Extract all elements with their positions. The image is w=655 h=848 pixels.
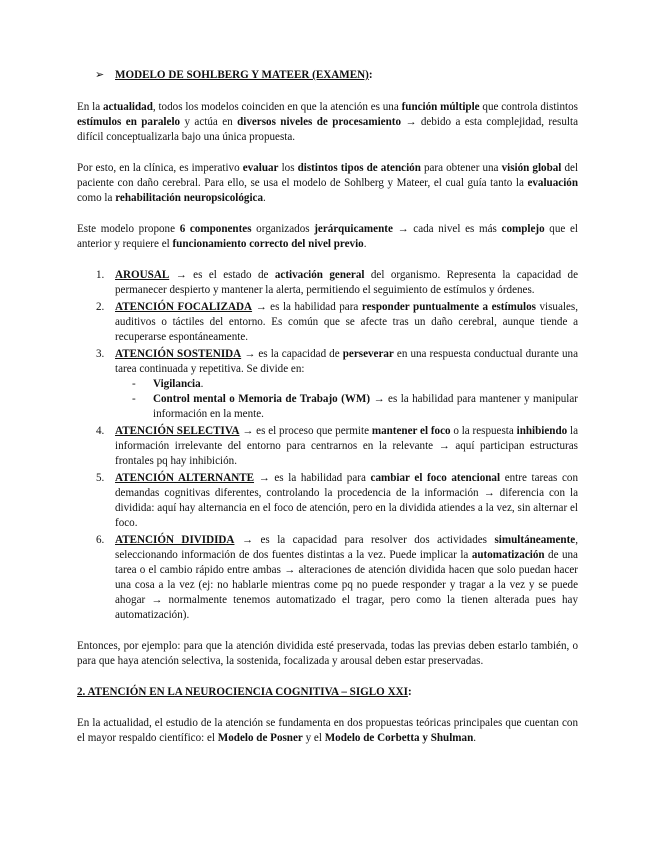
bold-term: funcionamiento correcto del nivel previo (172, 238, 364, 250)
text: . (200, 378, 204, 390)
text: . (263, 192, 266, 204)
bold-term: función múltiple (401, 101, 480, 113)
text: → es el estado de (169, 269, 275, 281)
text: → es la capacidad para resolver dos actividades (234, 534, 495, 546)
text: del paciente con daño cerebral. Para ello, se usa el modelo de Sohlberg y Mateer, el cual guía tanto la (77, 162, 579, 189)
list-number: 2. (96, 301, 105, 313)
component-name: ATENCIÓN ALTERNANTE (115, 472, 255, 484)
paragraph-conclusion: Entonces, por ejemplo: para que la atención dividida esté preservada, todas las previas deben estarlo también, o para que haya atención selectiva, la sostenida, focalizada y arousal deben estar preservadas. (77, 640, 578, 667)
bold-term: Modelo de Posner (217, 732, 303, 744)
bold-term: Modelo de Corbetta y Shulman (324, 732, 474, 744)
bold-term: perseverar (342, 348, 394, 360)
bold-term: diversos niveles de procesamiento (237, 116, 402, 128)
text: . (363, 238, 367, 250)
component-name: ATENCIÓN DIVIDIDA (115, 534, 235, 546)
bold-term: 6 componentes (179, 223, 252, 235)
component-name: AROUSAL (115, 269, 170, 281)
list-number: 3. (96, 348, 105, 360)
heading-colon: : (407, 686, 412, 698)
text: entre tareas con demandas cognitivas diferentes, controlando la procedencia de la información → diferencia con la dividida: aquí hay alternancia en el foco de atención, pero en la dividida atiendes a la vez, sin alternar el foco. (115, 472, 579, 529)
heading-colon: : (368, 69, 373, 81)
text: que controla distintos (479, 101, 578, 113)
text: en una respuesta conductual durante una tarea continuada y repetitiva. Se divide en: (115, 348, 578, 375)
sub-item-vigilancia (115, 377, 578, 392)
text: y el (302, 732, 325, 744)
list-item-focalizada (77, 300, 578, 345)
bold-term: visión global (501, 162, 562, 174)
text: los (278, 162, 298, 174)
sub-item-working-memory (115, 392, 578, 422)
bold-term: complejo (501, 223, 545, 235)
bold-term: distintos tipos de atención (297, 162, 421, 174)
bold-term: Control mental o Memoria de Trabajo (WM) (153, 393, 371, 405)
list-item-arousal (77, 268, 578, 298)
bold-term: activación general (274, 269, 365, 281)
component-name: ATENCIÓN SELECTIVA (115, 425, 240, 437)
bold-term: simultáneamente (494, 534, 576, 546)
section-heading-sohlberg (77, 68, 578, 83)
text: Este modelo propone (77, 223, 180, 235)
text: → es la habilidad para mantener y manipular información en la mente. (153, 393, 578, 420)
text: En la actualidad, el estudio de la atención se fundamenta en dos propuestas teóricas principales que cuentan con el mayor respaldo científico: el (77, 717, 578, 744)
bold-term: inhibiendo (516, 425, 568, 437)
paragraph-clinic (77, 161, 578, 206)
text: del organismo. Representa la capacidad de permanecer despierto y mantener la alerta, permitiendo el seguimiento de estímulos y órdenes. (115, 269, 578, 296)
bold-term: evaluar (242, 162, 279, 174)
paragraph-model (77, 222, 578, 252)
list-item-dividida (77, 533, 578, 623)
arrow-bullet-icon: ➢ (95, 69, 105, 81)
list-number: 5. (96, 472, 105, 484)
text: organizados (251, 223, 315, 235)
dash-bullet: - (132, 393, 136, 405)
text: En la (77, 101, 103, 113)
bold-term: mantener el foco (371, 425, 451, 437)
component-name: ATENCIÓN FOCALIZADA (115, 301, 253, 313)
list-item-sostenida (77, 347, 578, 422)
text: → cada nivel es más (392, 223, 502, 235)
bold-term: actualidad (102, 101, 153, 113)
list-number: 4. (96, 425, 105, 437)
bold-term: rehabilitación neuropsicológica (115, 192, 264, 204)
component-name: ATENCIÓN SOSTENIDA (115, 348, 242, 360)
paragraph-current-models (77, 716, 578, 746)
text: como la (77, 192, 116, 204)
components-list (77, 268, 578, 623)
text: y actúa en (180, 116, 238, 128)
list-item-alternante (77, 471, 578, 531)
bold-term: Vigilancia (153, 378, 201, 390)
bold-term: jerárquicamente (314, 223, 393, 235)
text: → es la capacidad de (241, 348, 343, 360)
text: la información irrelevante del entorno para centrarnos en la relevante → aquí participan estructuras frontales pq hay inhibición. (115, 425, 578, 467)
text: visuales, auditivos o táctiles del entorno. Es común que se afecte tras un daño cerebral, aunque tiende a recuperarse espontáneamente. (115, 301, 578, 343)
text: → debido a esta complejidad, resulta difícil conceptualizarla bajo una única propuesta. (77, 116, 578, 143)
sub-list (115, 377, 578, 422)
list-number: 1. (96, 269, 105, 281)
text: para obtener una (420, 162, 502, 174)
bold-term: automatización (471, 549, 545, 561)
dash-bullet: - (132, 378, 136, 390)
bold-term: estímulos en paralelo (77, 116, 181, 128)
bold-term: evaluación (527, 177, 578, 189)
list-item-selectiva (77, 424, 578, 469)
text: , seleccionando información de dos fuentes distintas a la vez. Puede implicar la (115, 534, 578, 561)
paragraph-intro (77, 100, 578, 145)
text: que el anterior y requiere el (77, 223, 578, 250)
text: o la respuesta (450, 425, 517, 437)
bold-term: cambiar el foco atencional (370, 472, 501, 484)
text: Por esto, en la clínica, es imperativo (77, 162, 243, 174)
text: de una tarea o el cambio rápido entre ambas → alteraciones de atención dividida hacen que solo puedan hacer una cosa a la vez (ej: no hablarle mientras come pq no puede responder y tragar a la vez y se puede ahogar → normalmente tenemos automatizado el tragar, pero como la tienen alterada pues hay automatización). (115, 549, 578, 621)
bold-term: responder puntualmente a estímulos (361, 301, 536, 313)
list-number: 6. (96, 534, 105, 546)
heading-title: 2. ATENCIÓN EN LA NEUROCIENCIA COGNITIVA – SIGLO XXI (77, 686, 408, 698)
text: → es la habilidad para (252, 301, 362, 313)
text: → es el proceso que permite (239, 425, 372, 437)
text: . (473, 732, 477, 744)
text: → es la habilidad para (254, 472, 371, 484)
heading-title: MODELO DE SOHLBERG Y MATEER (EXAMEN) (115, 69, 369, 81)
section-heading-neuroscience (77, 685, 578, 700)
text: , todos los modelos coinciden en que la atención es una (152, 101, 402, 113)
